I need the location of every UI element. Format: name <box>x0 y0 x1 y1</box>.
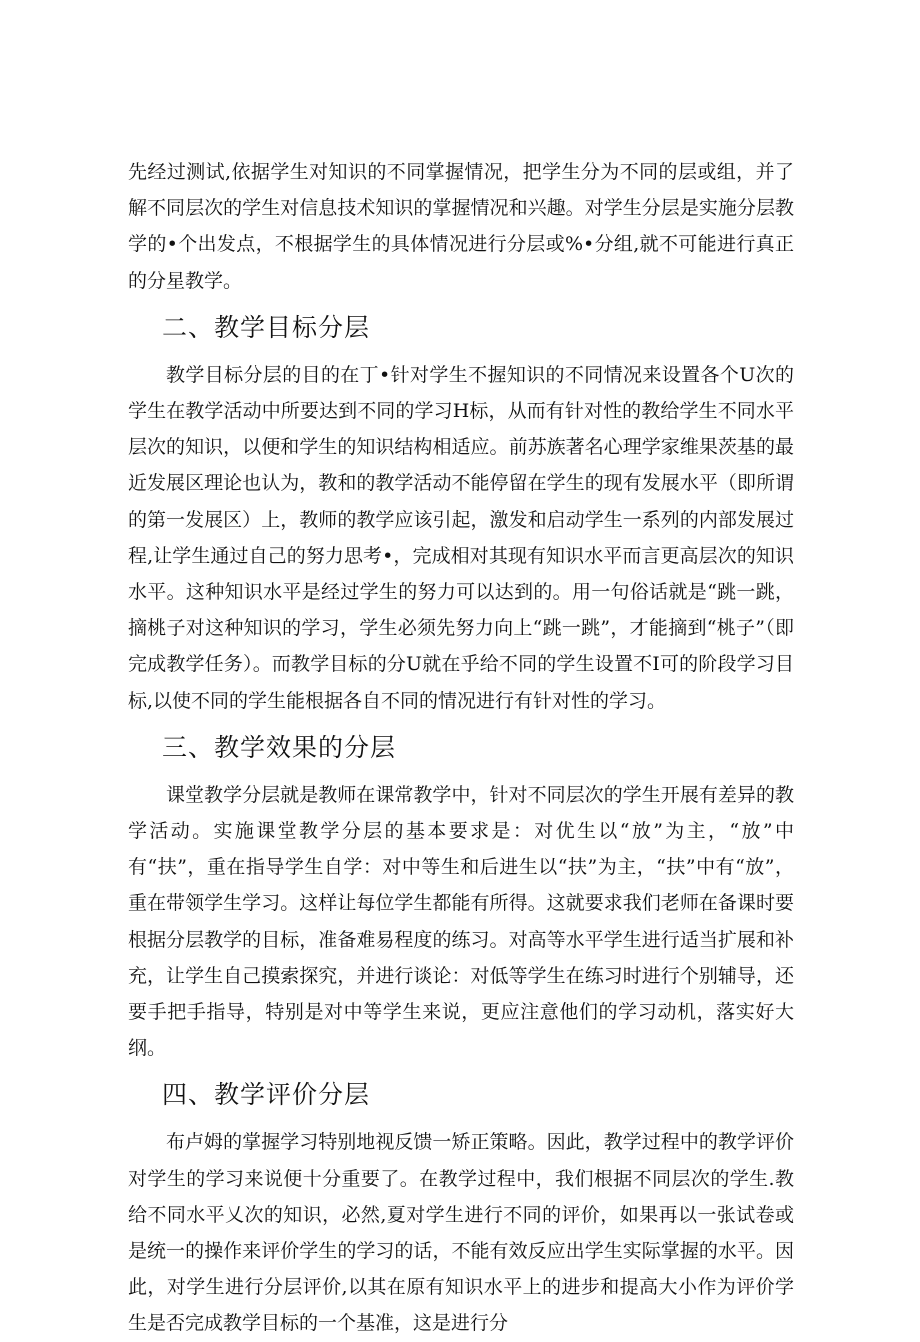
section-paragraph-teaching-evaluation: 布卢姆的掌握学习特别地视反馈一矫正策略。因此，教学过程中的教学评价对学生的学习来说便十分重要了。在教学过程中，我们根据不同层次的学生.教给不同水平乂次的知识，必然,夏对学生进行不同的评价，如果再以一张试卷或是统一的操作来评价学生的学习的话，不能有效反应出学生实际掌握的水平。因此，对学生进行分层评价,以其在原有知识水平上的进步和提高大小作为评价学生是否完成教学目标的一个基准，这是进行分 <box>128 1131 794 1335</box>
section-heading-teaching-effect: 三、教学效果的分层 <box>162 732 397 762</box>
intro-paragraph: 先经过测试,依据学生对知识的不同掌握情况，把学生分为不同的层或组，并了解不同层次的学生对信息技术知识的掌握情况和兴趣。对学生分层是实施分层教学的•个出发点，不根据学生的具体情况进行分层或%•分组,就不可能进行真正的分星教学。 <box>128 161 794 292</box>
section-paragraph-teaching-goals: 教学目标分层的目的在丁•针对学生不握知识的不同情况来设置各个U次的学生在教学活动中所要达到不同的学习H标，从而有针对性的教给学生不同水平层次的知识，以便和学生的知识结构相适应。前苏族著名心理学家维果茨基的最近发展区理论也认为，教和的教学活动不能停留在学生的现有发展水平（即所谓的第一发展区）上，教师的教学应该引起，激发和启动学生一系列的内部发展过程,让学生通过自己的努力思考•，完成相对其现有知识水平而言更高层次的知识水平。这种知识水平是经过学生的努力可以达到的。用一句俗话就是“跳一跳，摘桃子对这种知识的学习，学生必须先努力向上“跳一跳”，才能摘到“桃子”（即完成教学任务）。而教学目标的分U就在乎给不同的学生设置不I可的阶段学习目标,以使不同的学生能根据各自不同的情况进行有针对性的学习。 <box>128 363 794 712</box>
section-paragraph-teaching-effect: 课堂教学分层就是教师在课常教学中，针对不同层次的学生开展有差异的教学活动。实施课堂教学分层的基本要求是：对优生以“放”为主，“放”中有“扶”，重在指导学生自学：对中等生和后进生以“扶”为主，“扶”中有“放”，重在带领学生学习。这样让每位学生都能有所得。这就要求我们老师在备课时要根据分层教学的目标，准备难易程度的练习。对高等水平学生进行适当扩展和补充，让学生自己摸索探究，并进行谈论：对低等学生在练习时进行个别辅导，还要手把手指导，特别是对中等学生来说，更应注意他们的学习动机，落实好大纲。 <box>128 783 794 1060</box>
section-heading-teaching-goals: 二、教学目标分层 <box>162 312 371 342</box>
section-heading-teaching-evaluation: 四、教学评价分层 <box>162 1080 371 1110</box>
document-body <box>128 154 794 1342</box>
